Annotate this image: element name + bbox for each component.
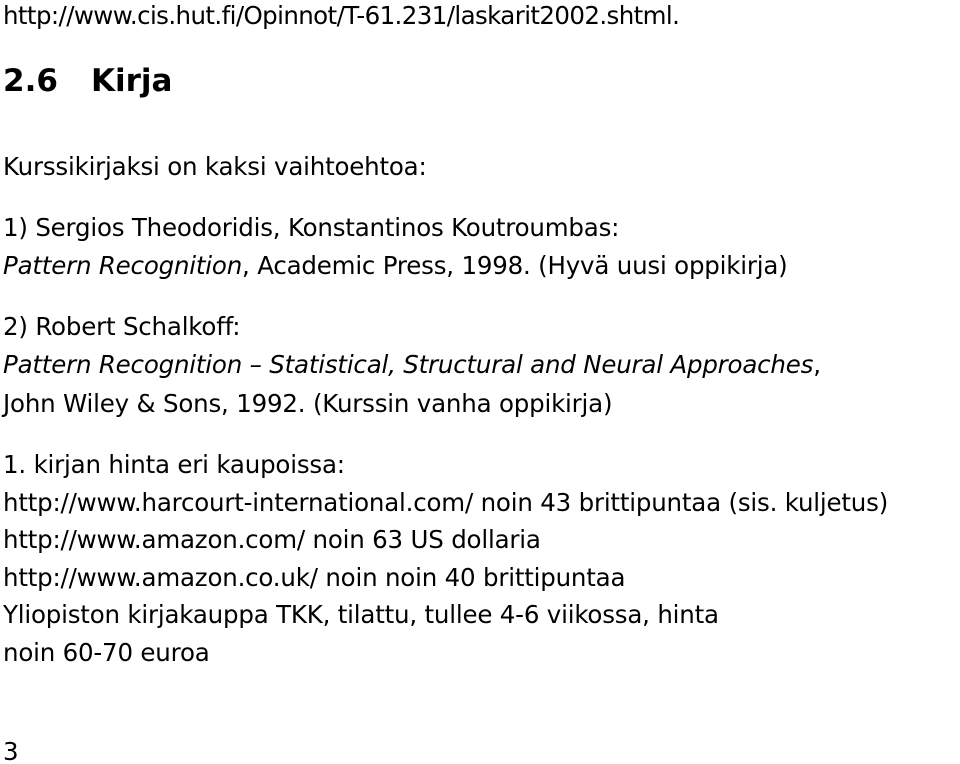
prices-heading: 1. kirjan hinta eri kaupoissa: bbox=[3, 450, 345, 479]
section-title: Kirja bbox=[91, 63, 173, 99]
book2-details: John Wiley & Sons, 1992. (Kurssin vanha oppikirja) bbox=[3, 389, 613, 418]
section-heading bbox=[3, 63, 173, 99]
source-url[interactable]: http://www.cis.hut.fi/Opinnot/T-61.231/laskarit2002.shtml. bbox=[3, 1, 680, 30]
price-line-bookstore: Yliopiston kirjakauppa TKK, tilattu, tullee 4-6 viikossa, hinta bbox=[3, 600, 719, 629]
price-line-harcourt[interactable]: http://www.harcourt-international.com/ noin 43 brittipuntaa (sis. kuljetus) bbox=[3, 488, 889, 517]
page-number: 3 bbox=[3, 737, 19, 764]
book2-title-suffix: , bbox=[813, 350, 821, 379]
book2-authors: 2) Robert Schalkoff: bbox=[3, 312, 241, 341]
intro-text: Kurssikirjaksi on kaksi vaihtoehtoa: bbox=[3, 152, 427, 181]
price-line-bookstore-cont: noin 60-70 euroa bbox=[3, 638, 210, 667]
price-line-amazon-uk[interactable]: http://www.amazon.co.uk/ noin noin 40 brittipuntaa bbox=[3, 563, 626, 592]
book1-authors: 1) Sergios Theodoridis, Konstantinos Koutroumbas: bbox=[3, 213, 620, 242]
book2-citation bbox=[3, 350, 821, 379]
price-line-amazon-com[interactable]: http://www.amazon.com/ noin 63 US dollaria bbox=[3, 525, 541, 554]
book1-title: Pattern Recognition bbox=[3, 251, 243, 280]
book2-title: Pattern Recognition – Statistical, Structural and Neural Approaches bbox=[3, 350, 814, 379]
book1-details: , Academic Press, 1998. (Hyvä uusi oppikirja) bbox=[242, 251, 788, 280]
book1-citation bbox=[3, 251, 788, 280]
section-number: 2.6 bbox=[3, 63, 58, 99]
